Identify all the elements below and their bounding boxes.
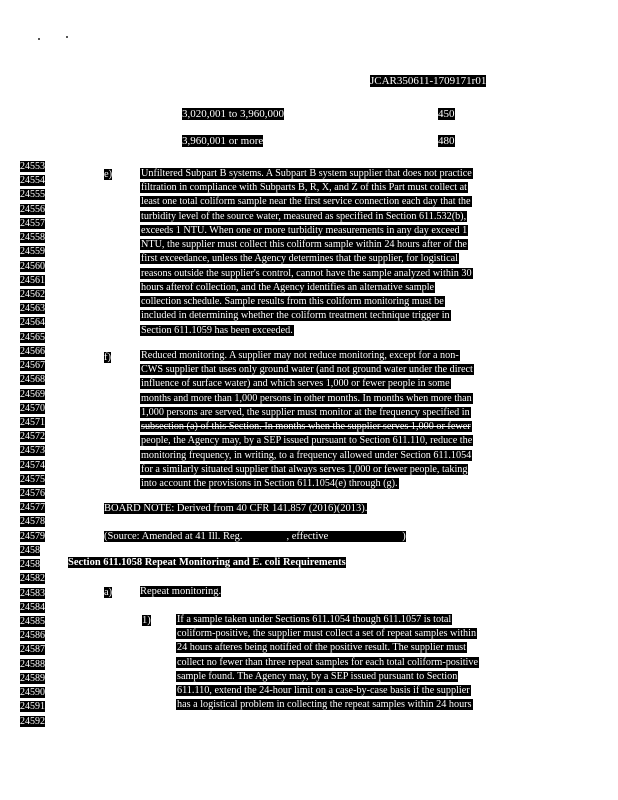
paragraph-e-line: collection schedule. Sample results from this coliform monitoring must be <box>141 296 444 308</box>
paragraph-e-line: exceeds 1 NTU. When one or more turbidity measurements in any day exceed 1 <box>141 224 468 236</box>
line-number: 24587 <box>20 644 45 656</box>
paragraph-f-line: CWS supplier that uses only ground water (and not ground water under the direct <box>141 364 473 376</box>
line-number: 24565 <box>20 331 45 343</box>
line-number: 24572 <box>20 431 45 443</box>
line-number: 24564 <box>20 317 45 329</box>
line-number: 2458 <box>20 544 40 556</box>
board-note-text: BOARD NOTE: Derived from 40 CFR 141.857 (2016)(2013). <box>104 503 368 514</box>
source-note <box>104 530 406 544</box>
board-note <box>104 502 367 516</box>
document-id: JCAR350611-1709171r01 <box>370 75 487 87</box>
line-number: 24592 <box>20 715 45 727</box>
paragraph-f-line: into account the provisions in Section 611.1054(e) through (g). <box>141 478 398 490</box>
line-number: 24591 <box>20 701 45 713</box>
paragraph-marker-e: e) <box>104 169 113 180</box>
paragraph-1-line: 611.110, extend the 24-hour limit on a case-by-case basis if the supplier <box>177 685 470 697</box>
source-mid: , effective <box>286 531 329 542</box>
paragraph-f-line: influence of surface water) and which serves 1,000 or fewer people in some <box>141 378 450 390</box>
line-number: 24574 <box>20 459 45 471</box>
paragraph-f-line: Reduced monitoring. A supplier may not reduce monitoring, except for a non- <box>141 350 459 361</box>
paragraph-f-line: people, the Agency may, by a SEP issued pursuant to Section 611.110, reduce the <box>141 435 473 447</box>
paragraph-1-line: sample found. The Agency may, by a SEP issued pursuant to Section <box>177 670 458 682</box>
line-number: 24571 <box>20 416 45 428</box>
line-number: 24585 <box>20 616 45 627</box>
section-heading-text: Section 611.1058 Repeat Monitoring and E. coli Requirements <box>68 557 346 568</box>
line-number: 24568 <box>20 374 45 386</box>
line-number: 24557 <box>20 217 45 229</box>
paragraph-1-line: coliform-positive, the supplier must collect a set of repeat samples within <box>177 628 477 640</box>
line-number: 24588 <box>20 658 45 670</box>
paragraph-a-text: Repeat monitoring. <box>140 586 222 597</box>
table-cell-value: 480 <box>438 135 455 147</box>
line-number: 24553 <box>20 161 45 172</box>
line-number: 24576 <box>20 488 45 500</box>
paragraph-a <box>140 585 221 599</box>
paragraph-e-line: turbidity level of the source water, measured as specified in Section 611.532(b), <box>141 210 467 222</box>
source-suffix: ) <box>402 531 406 542</box>
paragraph-marker-1: 1) <box>142 615 151 626</box>
line-number: 24584 <box>20 601 45 613</box>
table-cell-range: 3,020,001 to 3,960,000 <box>182 108 285 120</box>
scan-speck <box>66 36 68 38</box>
paragraph-f <box>140 349 540 491</box>
line-number: 24555 <box>20 189 45 201</box>
paragraph-f-line: subsection (a) of this Section. In months when the supplier serves 1,000 or fewer <box>141 421 471 433</box>
paragraph-f-line: for a similarly situated supplier that always serves 1,000 or fewer people, taking <box>141 463 468 475</box>
paragraph-marker-f: f) <box>104 352 111 363</box>
line-number: 24562 <box>20 288 45 300</box>
line-number: 24556 <box>20 203 45 215</box>
line-number: 2458 <box>20 559 40 571</box>
line-number: 24590 <box>20 687 45 699</box>
paragraph-1-line: has a logistical problem in collecting the repeat samples within 24 hours <box>177 699 472 711</box>
line-number: 24578 <box>20 516 45 528</box>
paragraph-1-line: 24 hours afteres being notified of the positive result. The supplier must <box>177 642 466 654</box>
paragraph-e <box>140 167 540 338</box>
line-number-gutter <box>20 160 56 729</box>
paragraph-e-line: reasons outside the supplier's control, cannot have the sample analyzed within 30 <box>141 267 472 279</box>
line-number: 24589 <box>20 672 45 684</box>
table-cell-value: 450 <box>438 108 455 120</box>
line-number: 24559 <box>20 246 45 258</box>
paragraph-f-line: monitoring frequency, in writing, to a frequency allowed under Section 611.1054 <box>141 449 472 461</box>
paragraph-e-line: hours afterof collection, and the Agency identifies an alternative sample <box>141 281 435 293</box>
paragraph-1-line: If a sample taken under Sections 611.1054 though 611.1057 is total <box>177 614 452 625</box>
paragraph-e-line: Unfiltered Subpart B systems. A Subpart B system supplier that does not practice <box>141 168 472 179</box>
line-number: 24563 <box>20 303 45 315</box>
line-number: 24567 <box>20 360 45 372</box>
line-number: 24575 <box>20 473 45 485</box>
table-cell-range: 3,960,001 or more <box>182 135 264 147</box>
paragraph-e-line: Section 611.1059 has been exceeded. <box>141 324 293 336</box>
paragraph-1-line: collect no fewer than three repeat samples for each total coliform-positive <box>177 656 478 668</box>
line-number: 24569 <box>20 388 45 400</box>
line-number: 24566 <box>20 345 45 357</box>
paragraph-f-line: 1,000 persons are served, the supplier must monitor at the frequency specified in <box>141 406 470 418</box>
line-number: 24561 <box>20 274 45 286</box>
paragraph-1 <box>176 613 536 713</box>
scan-speck <box>38 38 40 40</box>
paragraph-e-line: included in determining whether the coliform treatment technique trigger in <box>141 310 450 322</box>
paragraph-e-line: filtration in compliance with Subparts B, R, X, and Z of this Part must collect at <box>141 182 467 194</box>
paragraph-e-line: least one total coliform sample near the first service connection each day that the <box>141 196 471 208</box>
line-number: 24570 <box>20 402 45 414</box>
paragraph-e-line: first exceedance, unless the Agency determines that the supplier, for logistical <box>141 253 458 265</box>
line-number: 24560 <box>20 260 45 272</box>
line-number: 24583 <box>20 587 45 599</box>
line-number: 24573 <box>20 445 45 457</box>
line-number: 24554 <box>20 175 45 187</box>
line-number: 24586 <box>20 630 45 642</box>
section-heading <box>68 557 346 568</box>
paragraph-marker-a: a) <box>104 587 113 598</box>
line-number: 24582 <box>20 573 45 585</box>
source-blank <box>243 531 287 542</box>
source-blank <box>328 531 402 542</box>
source-prefix: (Source: Amended at 41 Ill. Reg. <box>104 531 243 542</box>
line-number: 24558 <box>20 232 45 244</box>
line-number: 24579 <box>20 530 45 542</box>
line-number: 24577 <box>20 502 45 514</box>
paragraph-f-line: months and more than 1,000 persons in other months. In months when more than <box>141 392 472 404</box>
paragraph-e-line: NTU, the supplier must collect this coliform sample within 24 hours after of the <box>141 239 467 251</box>
